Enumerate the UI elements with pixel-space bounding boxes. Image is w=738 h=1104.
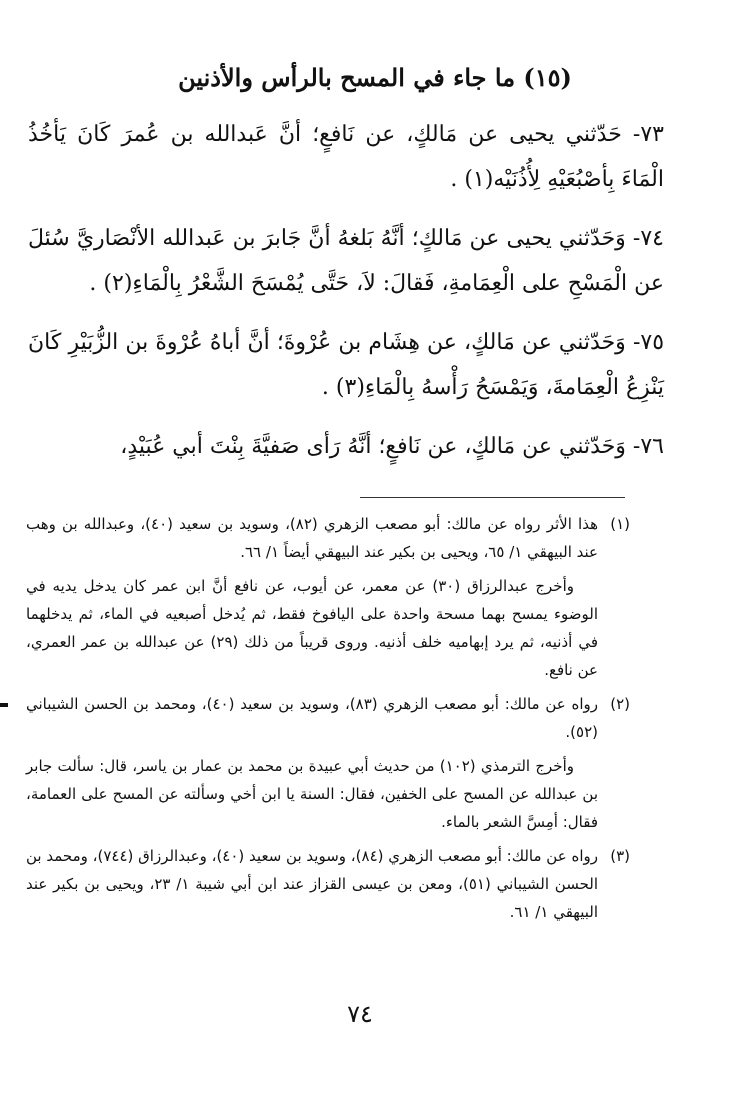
hadith-body: وَحَدّثني يحيى عن مَالكٍ؛ أنَّهُ بَلغهُ أنَّ جَابرَ بن عَبدالله الأنْصَاريَّ سُئلَ عن الْمَسْحِ على الْعِمَامةِ، فَقالَ: لاَ، حَتَّى يُمْسَحَ الشَّعْرُ بِالْمَاءِ(٢) . [28, 226, 664, 296]
hadith-text-block [28, 112, 664, 483]
footnote-number: (٢) [610, 695, 630, 713]
hadith-number: ٧٦- [632, 434, 664, 459]
footnote-paragraph: وأخرج عبدالرزاق (٣٠) عن معمر، عن أيوب، عن نافع أنَّ ابن عمر كان يدخل يديه في الوضوء يمسح بهما مسحة واحدة على اليافوخ فقط، ثم يُدخل أصبعيه في الماء، ثم يدخلهما في أذنيه، ثم يرد إبهاميه خلف أذنيه. وروى قريباً من ذلك (٢٩) عن عبدالله بن عمر العمري، عن نافع. [26, 577, 598, 679]
footnote-paragraph: رواه عن مالك: أبو مصعب الزهري (٨٤)، وسويد بن سعيد (٤٠)، وعبدالرزاق (٧٤٤)، ومحمد بن الحسن الشيباني (٥١)، ومعن بن عيسى القزاز عند ابن أبي شيبة ١/ ٢٣، ويحيى بن بكير عند البيهقي ١/ ٦١. [26, 847, 599, 921]
hadith-body: وَحَدّثني عن مَالكٍ، عن نَافعٍ؛ أنَّهُ رَأى صَفيَّةَ بِنْتَ أبي عُبَيْدٍ، [120, 434, 626, 459]
footnote-divider [360, 497, 625, 498]
hadith-75 [28, 320, 664, 410]
footnote-3 [26, 842, 630, 926]
footnote-1 [26, 510, 630, 684]
hadith-body: حَدّثني يحيى عن مَالكٍ، عن نَافعٍ؛ أنَّ عَبدالله بن عُمرَ كَانَ يَأخُذُ الْمَاءَ بِأصْبُعَيْهِ لِأُذُنَيْه(١) . [28, 122, 664, 192]
margin-mark [0, 703, 8, 707]
footnotes-block [26, 510, 630, 932]
page-number: ٧٤ [347, 1000, 373, 1028]
hadith-74 [28, 216, 664, 306]
footnote-number: (٣) [610, 847, 630, 865]
footnote-paragraph: وأخرج الترمذي (١٠٢) من حديث أبي عبيدة بن محمد بن عمار بن ياسر، قال: سألت جابر بن عبدالله عن المسح على الخفين، فقال: السنة يا ابن أخي وسألته عن المسح على العمامة، فقال: أمِسَّ الشعر بالماء. [26, 757, 598, 831]
footnote-paragraph: رواه عن مالك: أبو مصعب الزهري (٨٣)، وسويد بن سعيد (٤٠)، ومحمد بن الحسن الشيباني (٥٢). [26, 695, 598, 741]
hadith-number: ٧٣- [632, 122, 664, 147]
footnote-paragraph: هذا الأثر رواه عن مالك: أبو مصعب الزهري (٨٢)، وسويد بن سعيد (٤٠)، وعبدالله بن وهب عند البيهقي ١/ ٦٥، ويحيى بن بكير عند البيهقي أيضاً ١/ ٦٦. [26, 515, 598, 561]
hadith-number: ٧٤- [632, 226, 664, 251]
chapter-title: (١٥) ما جاء في المسح بالرأس والأذنين [178, 63, 572, 92]
hadith-76 [28, 424, 664, 469]
hadith-body: وَحَدّثني عن مَالكٍ، عن هِشَام بن عُرْوةَ؛ أنَّ أباهُ عُرْوةَ بن الزُّبَيْرِ كَانَ يَنْزِعُ الْعِمَامةَ، وَيَمْسَحُ رَأْسهُ بِالْمَاءِ(٣) . [28, 330, 664, 400]
footnote-number: (١) [610, 515, 630, 533]
footnote-2 [26, 690, 630, 836]
hadith-73 [28, 112, 664, 202]
hadith-number: ٧٥- [632, 330, 665, 355]
